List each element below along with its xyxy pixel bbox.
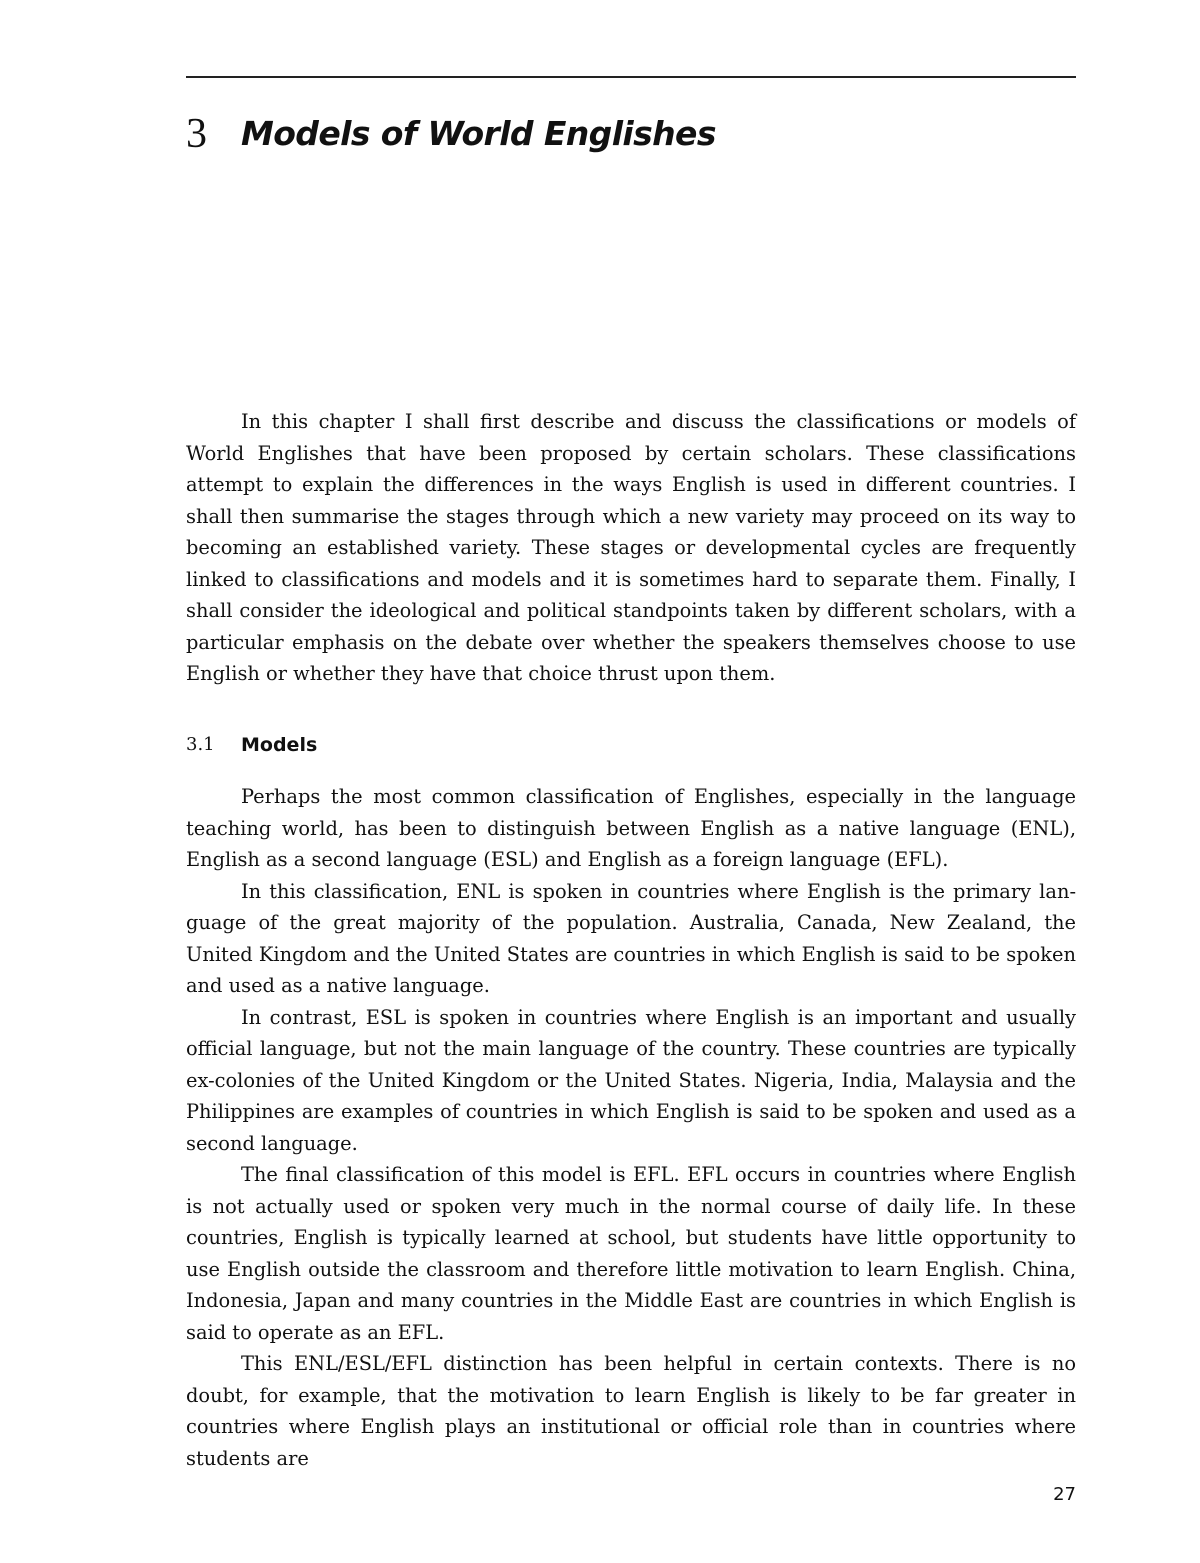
header-rule xyxy=(186,76,1076,78)
chapter-heading xyxy=(186,106,1076,166)
body-paragraph: Perhaps the most common classification of Englishes, especially in the language teaching world, has been to distinguish between English as a native language (ENL), English as a second language (ESL) and English as a foreign language (EFL). xyxy=(186,785,1076,871)
chapter-title: Models of World Englishes xyxy=(241,114,716,153)
section-title: Models xyxy=(241,734,318,756)
section-number: 3.1 xyxy=(186,734,215,755)
section-heading xyxy=(186,728,1076,762)
page-number: 27 xyxy=(1053,1484,1076,1505)
chapter-number: 3 xyxy=(186,111,207,157)
body-paragraph: The final classification of this model is EFL. EFL occurs in countries where English is not actually used or spoken very much in the normal course of daily life. In these countries, English is typically learned at school, but students have little opportunity to use English outside the classroom and therefore little motivation to learn English. China, Indonesia, Japan and many countries in the Middle East are countries in which English is said to operate as an EFL. xyxy=(186,1163,1076,1344)
chapter-introduction xyxy=(186,406,1076,690)
body-paragraph: In this classification, ENL is spoken in countries where English is the primary language of the great majority of the population. Australia, Canada, New Zealand, the United Kingdom and the United States are countries in which English is said to be spoken and used as a native language. xyxy=(186,879,1076,997)
body-paragraph: In contrast, ESL is spoken in countries where English is an important and usually official language, but not the main language of the country. These countries are typically ex-colonies of the United Kingdom or the United States. Nigeria, India, Malaysia and the Philippines are examples of countries in which English is said to be spoken and used as a second language. xyxy=(186,1005,1076,1155)
body-paragraph: This ENL/ESL/EFL distinction has been helpful in certain contexts. There is no doubt, for example, that the motivation to learn English is likely to be far greater in countries where English plays an institutional or official role than in countries where students are xyxy=(186,1352,1076,1470)
section-body xyxy=(186,781,1076,1474)
intro-paragraph: In this chapter I shall first describe and discuss the classifications or models of World Englishes that have been proposed by certain scholars. These classifications attempt to explain the differences in the ways English is used in different countries. I shall then summarise the stages through which a new variety may proceed on its way to becoming an established variety. These stages or developmental cycles are frequently linked to classifications and models and it is sometimes hard to separate them. Finally, I shall consider the ideological and political standpoints taken by different scholars, with a particular emphasis on the debate over whether the speakers themselves choose to use English or whether they have that choice thrust upon them. xyxy=(186,410,1076,685)
